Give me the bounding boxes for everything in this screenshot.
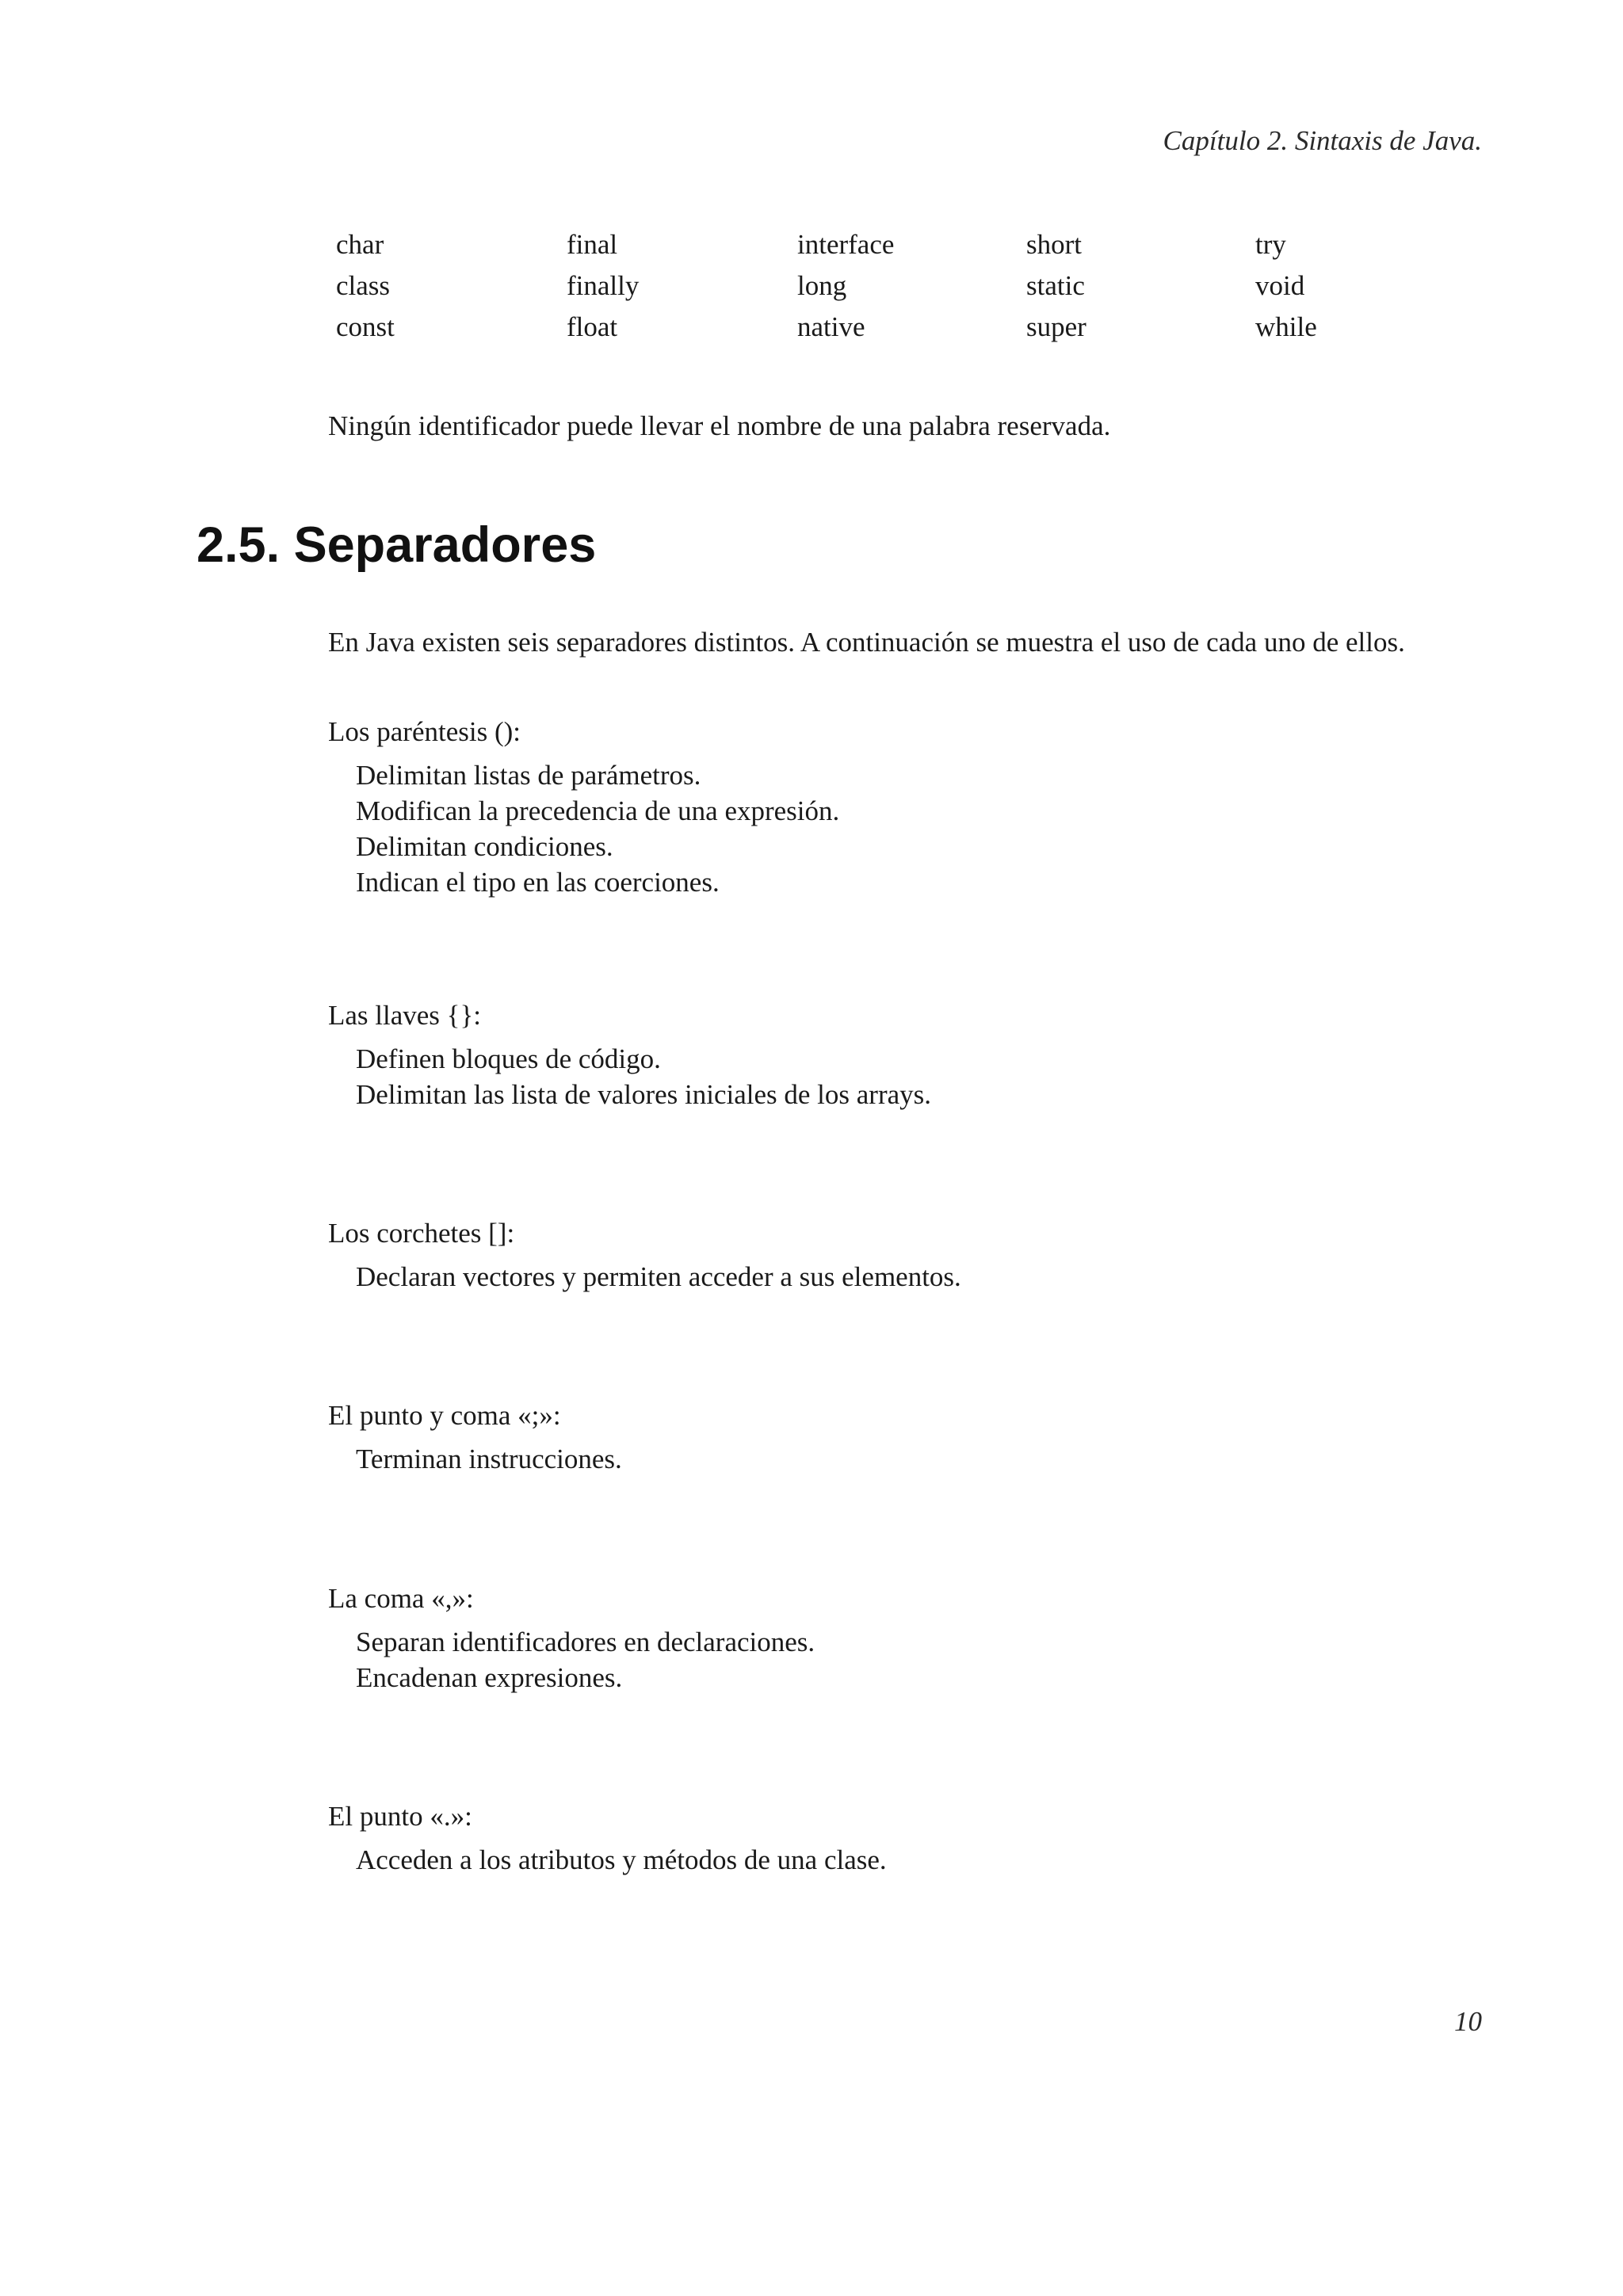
separator-heading: Los paréntesis (): xyxy=(328,716,521,747)
separator-uses xyxy=(328,1041,1477,1112)
list-item: Indican el tipo en las coerciones. xyxy=(356,867,720,898)
list-item: Declaran vectores y permiten acceder a sus elementos. xyxy=(356,1261,961,1292)
keyword-cell: final xyxy=(567,229,618,260)
separator-uses xyxy=(328,1259,1477,1295)
separator-uses xyxy=(328,1624,1477,1695)
keyword-cell: native xyxy=(797,311,865,342)
keyword-cell: static xyxy=(1026,270,1085,301)
reserved-words-note: Ningún identificador puede llevar el nombre de una palabra reservada. xyxy=(328,410,1111,441)
separator-heading: El punto «.»: xyxy=(328,1801,472,1832)
list-item: Delimitan las lista de valores iniciales de los arrays. xyxy=(356,1079,932,1110)
separator-heading: Los corchetes []: xyxy=(328,1218,515,1249)
keyword-cell: char xyxy=(336,229,384,260)
separator-brackets xyxy=(328,1215,1477,1295)
separator-parentheses xyxy=(328,713,1477,900)
separator-period xyxy=(328,1798,1477,1878)
keyword-cell: void xyxy=(1255,270,1305,301)
list-item: Delimitan condiciones. xyxy=(356,831,613,862)
separator-uses xyxy=(328,1842,1477,1878)
separator-braces xyxy=(328,997,1477,1112)
separator-uses xyxy=(328,1441,1477,1477)
table-row xyxy=(328,265,1414,307)
keyword-cell: interface xyxy=(797,229,895,260)
keyword-cell: long xyxy=(797,270,847,301)
separator-heading: El punto y coma «;»: xyxy=(328,1400,561,1431)
keyword-cell: super xyxy=(1026,311,1086,342)
keyword-cell: class xyxy=(336,270,391,301)
table-row xyxy=(328,224,1414,265)
section-intro: En Java existen seis separadores distintos. A continuación se muestra el uso de cada uno de ellos. xyxy=(328,627,1405,658)
separator-uses xyxy=(328,757,1477,900)
separator-semicolon xyxy=(328,1397,1477,1477)
table-row xyxy=(328,307,1414,348)
reserved-words-table xyxy=(328,224,1414,348)
list-item: Separan identificadores en declaraciones. xyxy=(356,1627,815,1657)
list-item: Modifican la precedencia de una expresión. xyxy=(356,795,840,826)
list-item: Acceden a los atributos y métodos de una clase. xyxy=(356,1844,887,1875)
keyword-cell: try xyxy=(1255,229,1286,260)
keyword-cell: short xyxy=(1026,229,1082,260)
keyword-cell: while xyxy=(1255,311,1317,342)
keyword-cell: const xyxy=(336,311,395,342)
page-number: 10 xyxy=(1454,2006,1482,2037)
keyword-cell: finally xyxy=(567,270,640,301)
list-item: Terminan instrucciones. xyxy=(356,1444,622,1474)
list-item: Delimitan listas de parámetros. xyxy=(356,760,701,791)
separators-list xyxy=(328,713,1477,1878)
separator-comma xyxy=(328,1580,1477,1695)
separator-heading: La coma «,»: xyxy=(328,1583,474,1614)
keyword-cell: float xyxy=(567,311,618,342)
separator-heading: Las llaves {}: xyxy=(328,1000,481,1031)
list-item: Definen bloques de código. xyxy=(356,1043,661,1074)
list-item: Encadenan expresiones. xyxy=(356,1662,623,1693)
running-header: Capítulo 2. Sintaxis de Java. xyxy=(1163,125,1482,156)
section-title: 2.5. Separadores xyxy=(197,517,597,573)
